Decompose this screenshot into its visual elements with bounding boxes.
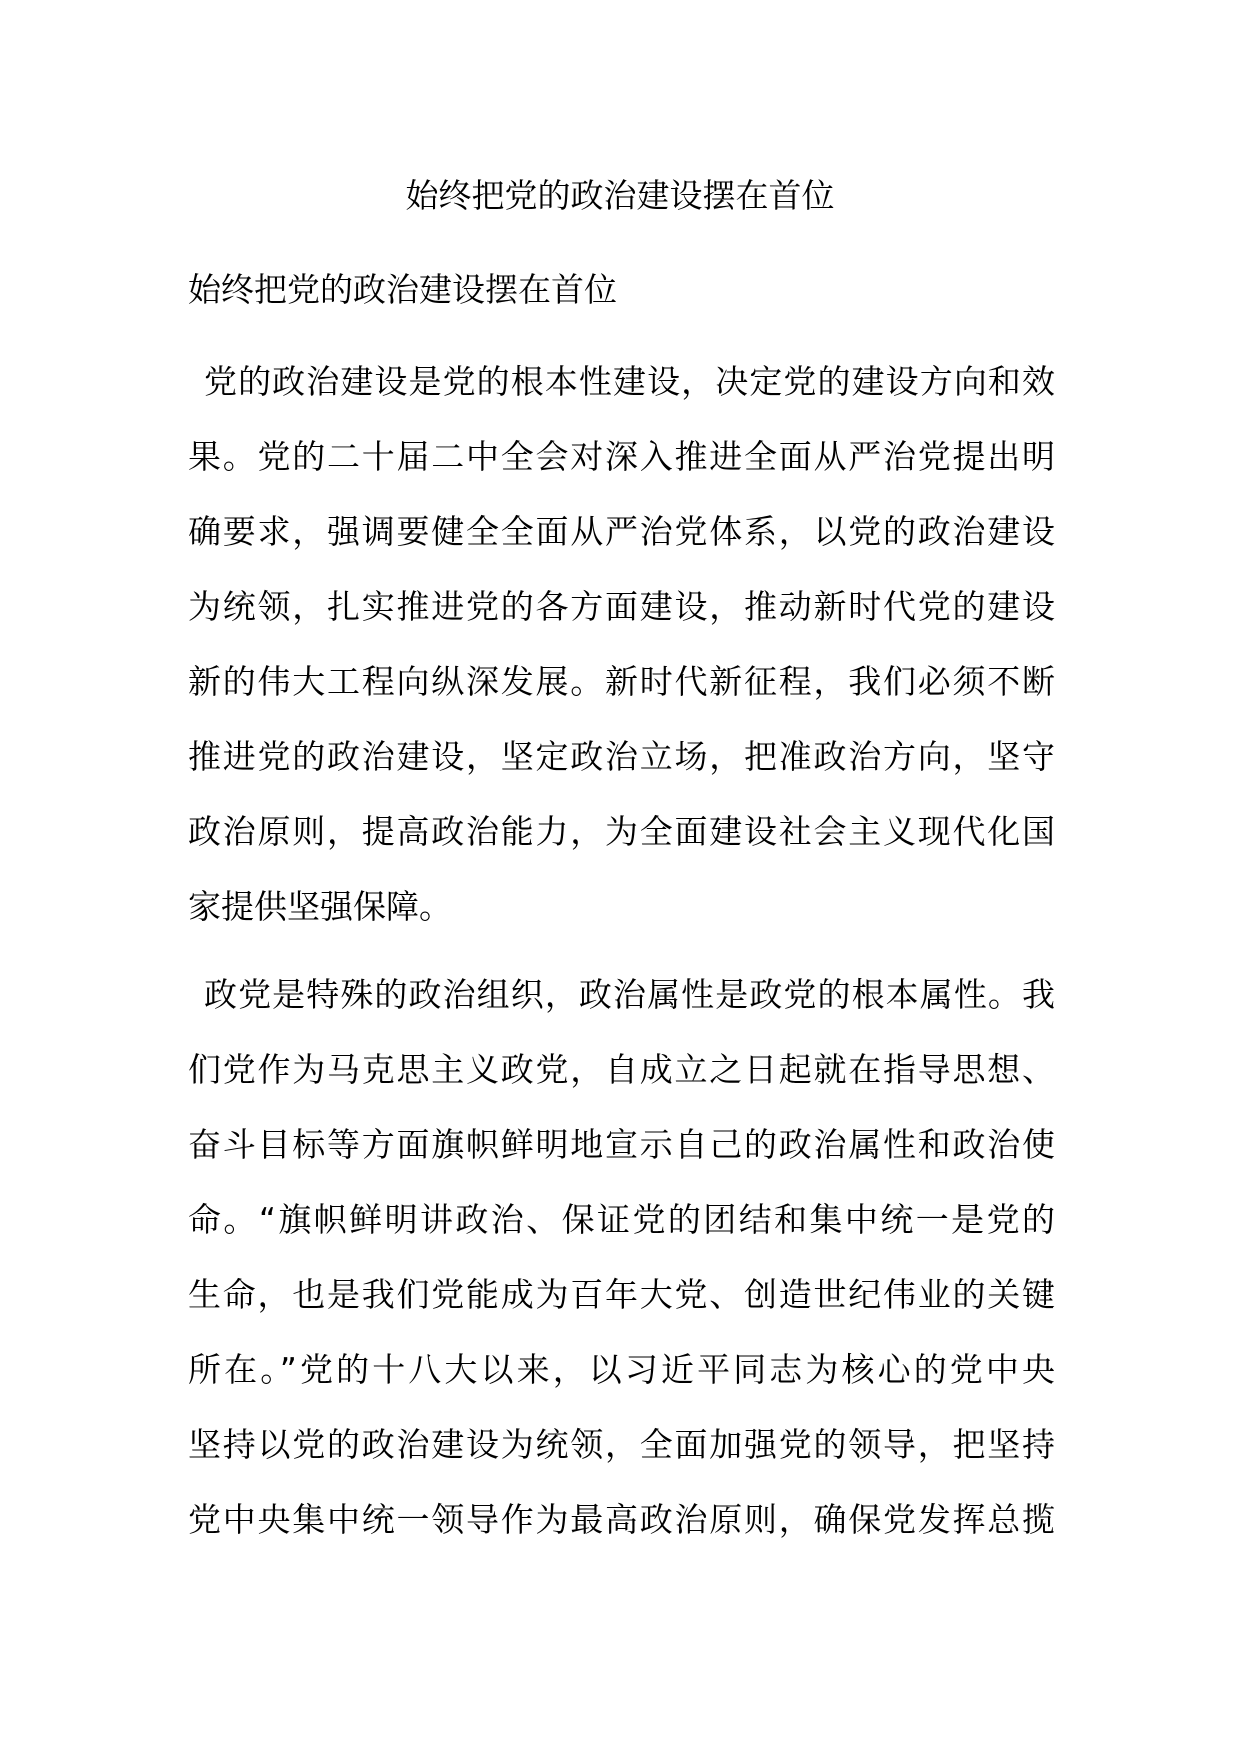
paragraph-line: 奋斗目标等方面旗帜鲜明地宣示自己的政治属性和政治使 xyxy=(188,1125,1055,1164)
paragraph-1 xyxy=(188,344,1055,944)
paragraph-line: 们党作为马克思主义政党，自成立之日起就在指导思想、 xyxy=(188,1050,1055,1089)
document-title: 始终把党的政治建设摆在首位 xyxy=(405,176,835,215)
paragraph-line: 政治原则，提高政治能力，为全面建设社会主义现代化国 xyxy=(188,812,1055,851)
paragraph-line: 确要求，强调要健全全面从严治党体系，以党的政治建设 xyxy=(188,512,1055,551)
paragraph-line: 党的政治建设是党的根本性建设，决定党的建设方向和效 xyxy=(204,362,1055,401)
paragraph-line: 果。党的二十届二中全会对深入推进全面从严治党提出明 xyxy=(188,437,1055,476)
paragraph-line: 推进党的政治建设，坚定政治立场，把准政治方向，坚守 xyxy=(188,737,1055,776)
paragraph-2 xyxy=(188,957,1055,1557)
paragraph-line: 家提供坚强保障。 xyxy=(188,887,452,926)
paragraph-line: 生命，也是我们党能成为百年大党、创造世纪伟业的关键 xyxy=(188,1275,1055,1314)
paragraph-line: 坚持以党的政治建设为统领，全面加强党的领导，把坚持 xyxy=(188,1425,1055,1464)
paragraph-line: 为统领，扎实推进党的各方面建设，推动新时代党的建设 xyxy=(188,587,1055,626)
paragraph-line: 党中央集中统一领导作为最高政治原则，确保党发挥总揽 xyxy=(188,1500,1055,1539)
paragraph-line: 政党是特殊的政治组织，政治属性是政党的根本属性。我 xyxy=(204,975,1055,1014)
paragraph-line: 所在。”党的十八大以来，以习近平同志为核心的党中央 xyxy=(188,1350,1055,1389)
document-subtitle: 始终把党的政治建设摆在首位 xyxy=(188,270,617,309)
paragraph-line: 命。“旗帜鲜明讲政治、保证党的团结和集中统一是党的 xyxy=(188,1200,1055,1239)
paragraph-line: 新的伟大工程向纵深发展。新时代新征程，我们必须不断 xyxy=(188,662,1055,701)
